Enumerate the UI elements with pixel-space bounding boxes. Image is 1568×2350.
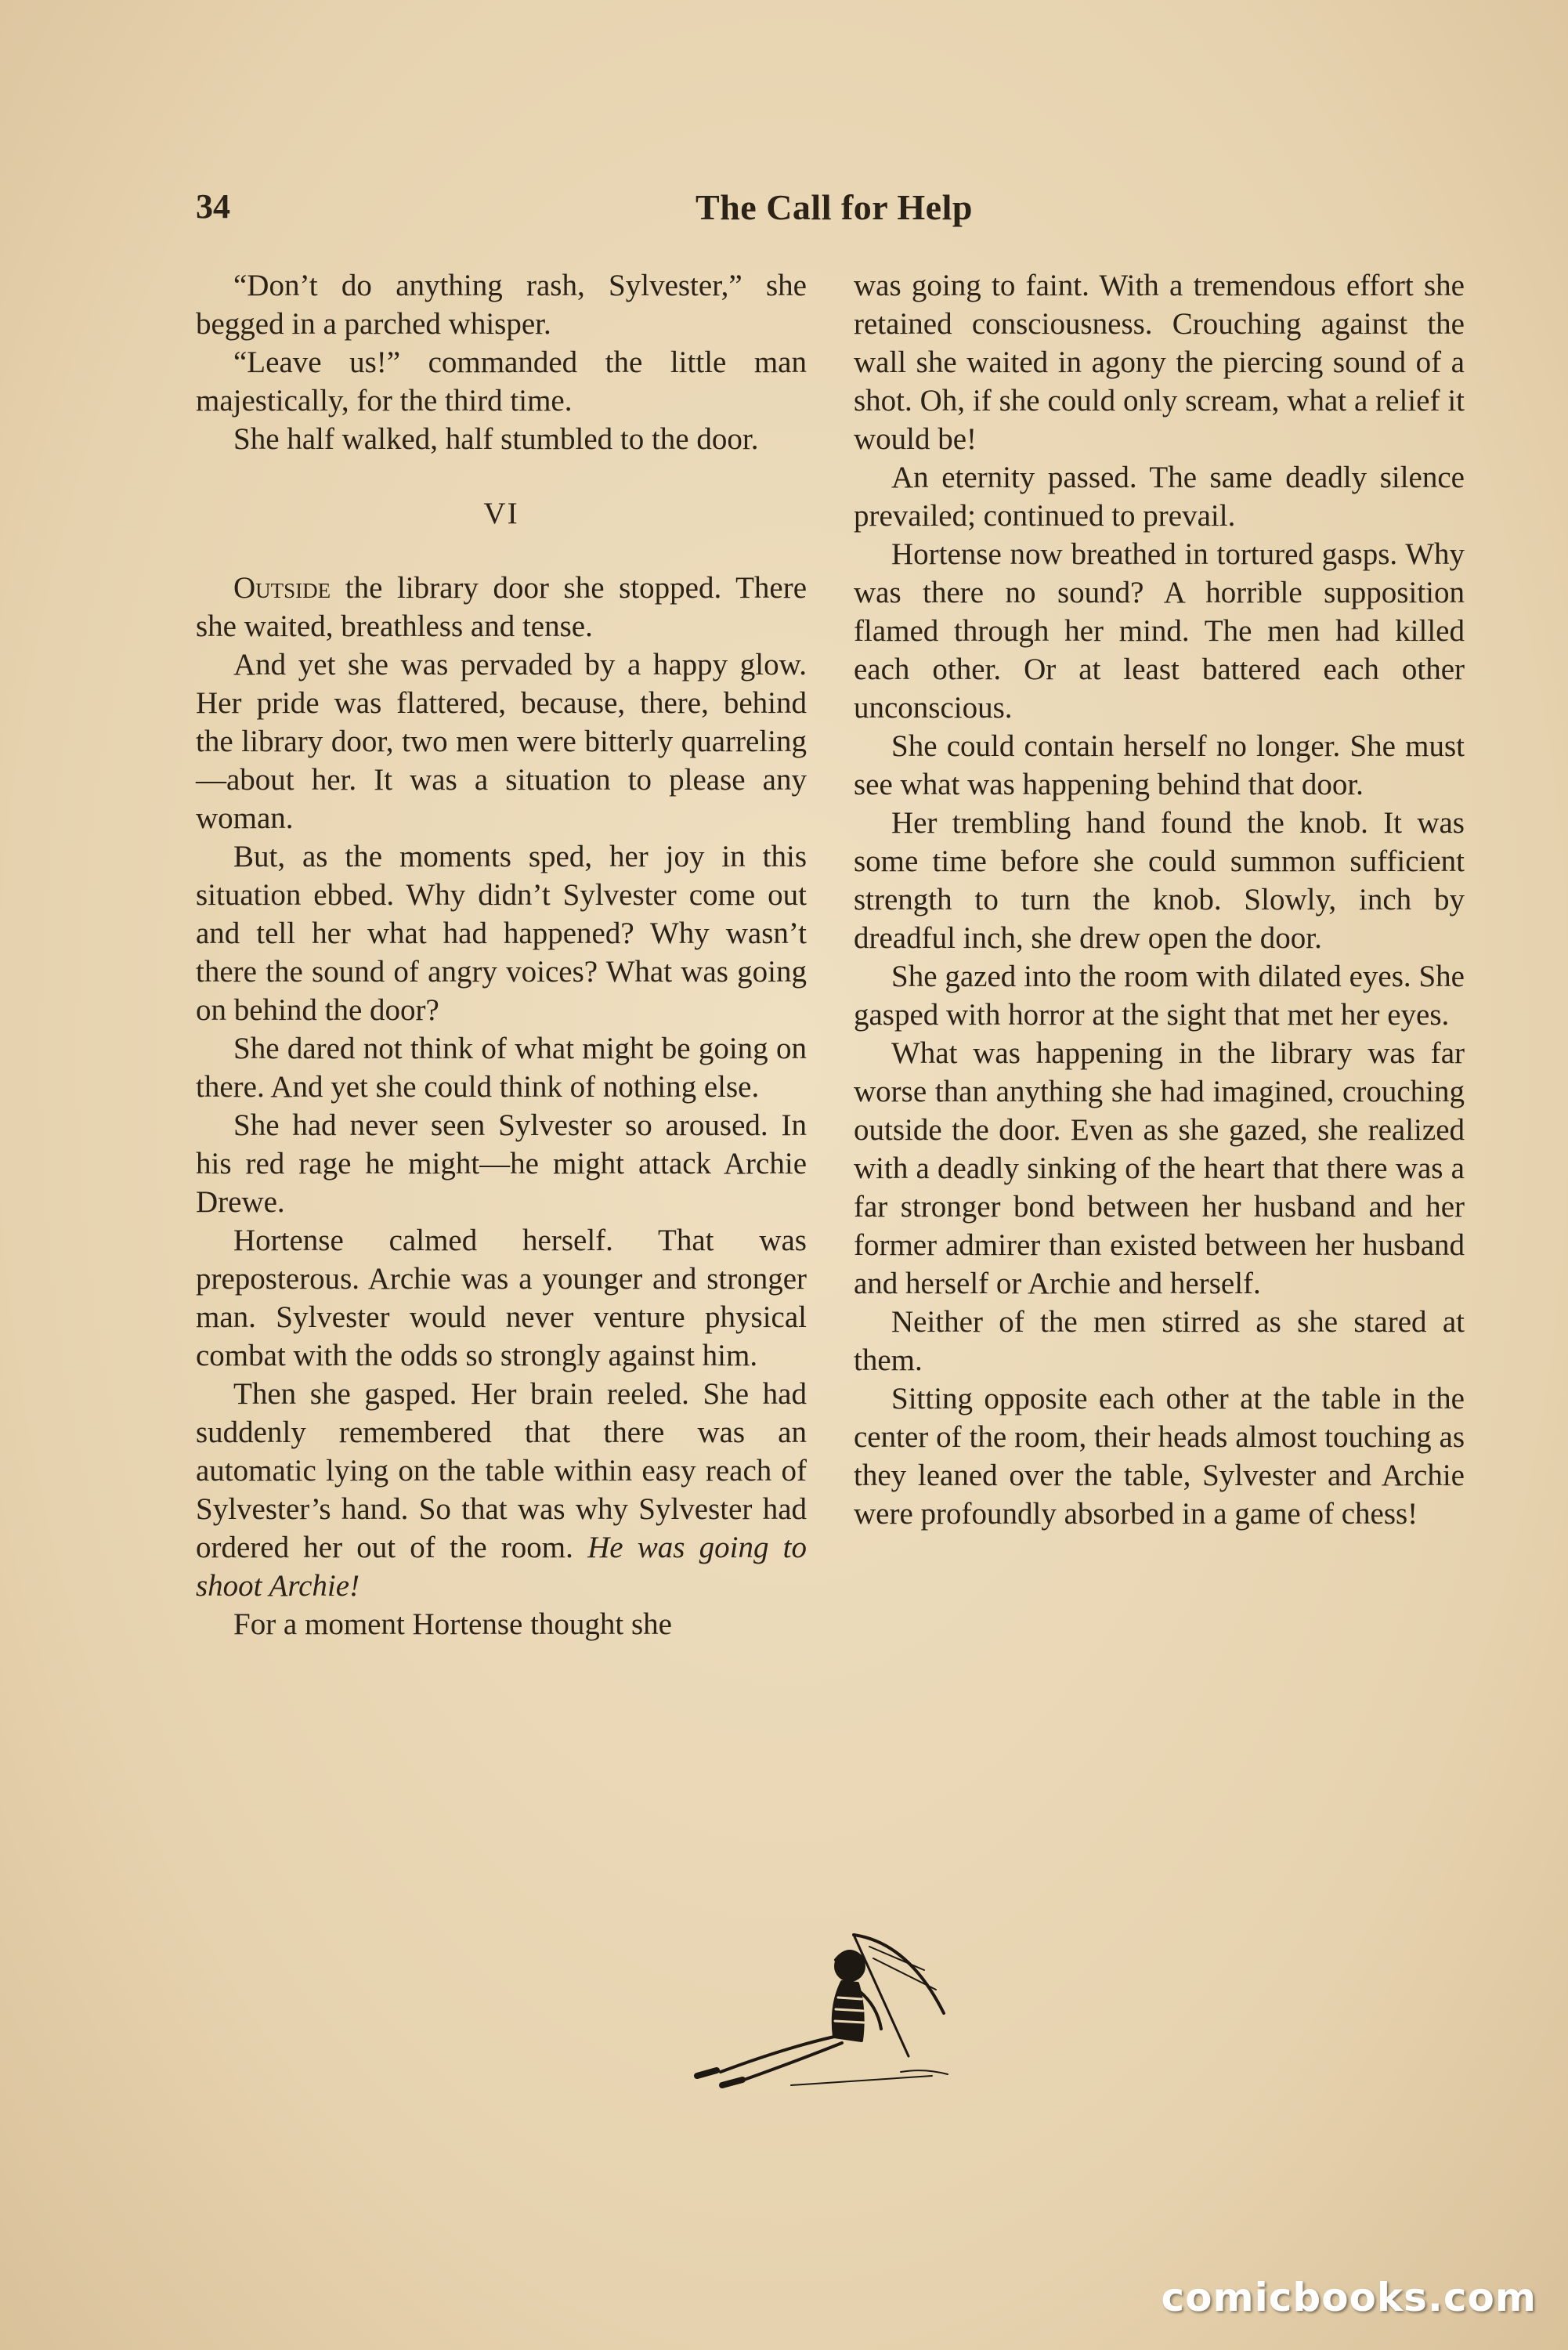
paragraph: Sitting opposite each other at the table in the center of the room, their heads almost touching as they leaned over the table, Sylvester and Archie were profoundly absorbed in a game of chess! [854, 1382, 1465, 1531]
paragraph: Hortense calmed herself. That was preposterous. Archie was a younger and stronger man. Sylvester would never venture physical combat with the odds so strongly against him. [196, 1224, 807, 1372]
paragraph: “Leave us!” commanded the little man majestically, for the third time. [196, 345, 807, 418]
paragraph: Her trembling hand found the knob. It was some time before she could summon sufficient strength to turn the knob. Slowly, inch by dreadful inch, she drew open the door. [854, 806, 1465, 955]
paragraph [196, 569, 807, 645]
right-column [854, 266, 1465, 1533]
paragraph: For a moment Hortense thought she [233, 1607, 672, 1641]
watermark: comicbooks.com [1161, 2275, 1537, 2320]
section-heading: VI [483, 497, 519, 530]
running-title: The Call for Help [695, 187, 973, 227]
paragraph-text: the library door she stopped. There she waited, breathless and tense. [196, 571, 807, 643]
paragraph: She half walked, half stumbled to the door. [233, 422, 759, 456]
italic-text: He was going to shoot Archie! [196, 1531, 807, 1603]
paragraph: Neither of the men stirred as she stared at them. [854, 1305, 1465, 1377]
paragraph: She gazed into the room with dilated eyes. She gasped with horror at the sight that met her eyes. [854, 960, 1465, 1032]
paragraph: Hortense now breathed in tortured gasps. Why was there no sound? A horrible supposition flamed through her mind. The men had killed each other. Or at least battered each other unconscious. [854, 537, 1465, 725]
paragraph: What was happening in the library was far worse than anything she had imagined, crouching outside the door. Even as she gazed, she realized with a deadly sinking of the heart that there was a far stronger bond between her husband and her former admirer than existed between her husband and herself or Archie and herself. [854, 1036, 1465, 1300]
paragraph: She could contain herself no longer. She must see what was happening behind that door. [854, 729, 1465, 801]
left-column [196, 266, 807, 1643]
drop-lead-word: Outside [233, 571, 331, 605]
paragraph: She dared not think of what might be going on there. And yet she could think of nothing else. [196, 1032, 807, 1104]
page-number: 34 [196, 187, 230, 226]
page-header [196, 186, 1472, 241]
paragraph: “Don’t do anything rash, Sylvester,” she begged in a parched whisper. [196, 269, 807, 341]
paragraph: She had never seen Sylvester so aroused. In his red rage he might—he might attack Archie Drewe. [196, 1108, 807, 1219]
paragraph: An eternity passed. The same deadly silence prevailed; continued to prevail. [854, 461, 1465, 533]
paragraph: was going to faint. With a tremendous effort she retained consciousness. Crouching against the wall she waited in agony the piercing sound of a shot. Oh, if she could only scream, what a relief it would be! [854, 269, 1465, 456]
woman-with-parasol-illustration [674, 1911, 987, 2099]
paragraph: And yet she was pervaded by a happy glow. Her pride was flattered, because, there, behind the library door, two men were bitterly quarreling—about her. It was a situation to please any woman. [196, 648, 807, 835]
paragraph-text: Then she gasped. Her brain reeled. She had suddenly remembered that there was an automatic lying on the table within easy reach of Sylvester’s hand. So that was why Sylvester had ordered her out of the room. [196, 1377, 807, 1564]
paragraph [196, 1375, 807, 1605]
paragraph: But, as the moments sped, her joy in this situation ebbed. Why didn’t Sylvester come out and tell her what had happened? Why wasn’t there the sound of angry voices? What was going on behind the door? [196, 840, 807, 1027]
